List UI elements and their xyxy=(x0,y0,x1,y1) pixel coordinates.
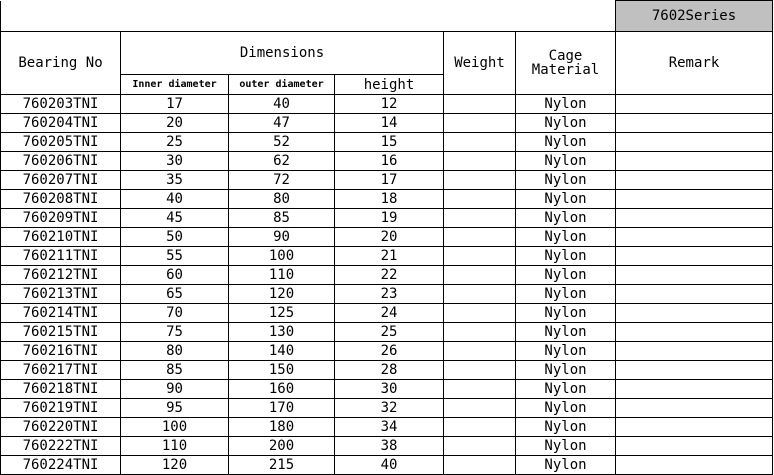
title-row xyxy=(1,1,773,32)
cell-bearing-no: 760224TNI xyxy=(1,456,121,475)
cell-outer-diameter: 72 xyxy=(229,171,335,190)
cell-outer-diameter: 90 xyxy=(229,228,335,247)
cell-bearing-no: 760210TNI xyxy=(1,228,121,247)
cell-remark xyxy=(616,361,773,380)
cell-cage-material: Nylon xyxy=(516,95,616,114)
cell-outer-diameter: 180 xyxy=(229,418,335,437)
cell-height: 40 xyxy=(335,456,444,475)
cell-remark xyxy=(616,437,773,456)
cell-outer-diameter: 120 xyxy=(229,285,335,304)
cell-inner-diameter: 20 xyxy=(121,114,229,133)
cell-height: 18 xyxy=(335,190,444,209)
table-row xyxy=(1,190,773,209)
cell-inner-diameter: 90 xyxy=(121,380,229,399)
cell-cage-material: Nylon xyxy=(516,361,616,380)
cell-cage-material: Nylon xyxy=(516,418,616,437)
cell-inner-diameter: 65 xyxy=(121,285,229,304)
cell-height: 25 xyxy=(335,323,444,342)
header-weight: Weight xyxy=(444,32,516,95)
table-row xyxy=(1,361,773,380)
cell-bearing-no: 760213TNI xyxy=(1,285,121,304)
cell-outer-diameter: 125 xyxy=(229,304,335,323)
cell-cage-material: Nylon xyxy=(516,209,616,228)
cell-weight xyxy=(444,266,516,285)
cell-outer-diameter: 200 xyxy=(229,437,335,456)
cell-weight xyxy=(444,323,516,342)
cell-outer-diameter: 52 xyxy=(229,133,335,152)
cell-height: 15 xyxy=(335,133,444,152)
cell-outer-diameter: 140 xyxy=(229,342,335,361)
cell-weight xyxy=(444,114,516,133)
cell-inner-diameter: 25 xyxy=(121,133,229,152)
cell-height: 16 xyxy=(335,152,444,171)
cell-remark xyxy=(616,228,773,247)
cell-weight xyxy=(444,95,516,114)
cell-cage-material: Nylon xyxy=(516,171,616,190)
cell-bearing-no: 760205TNI xyxy=(1,133,121,152)
cell-cage-material: Nylon xyxy=(516,114,616,133)
header-remark: Remark xyxy=(616,32,773,95)
cell-outer-diameter: 150 xyxy=(229,361,335,380)
table-row xyxy=(1,171,773,190)
cell-height: 19 xyxy=(335,209,444,228)
cell-bearing-no: 760207TNI xyxy=(1,171,121,190)
cell-outer-diameter: 110 xyxy=(229,266,335,285)
cell-height: 12 xyxy=(335,95,444,114)
cell-inner-diameter: 120 xyxy=(121,456,229,475)
series-label: 7602Series xyxy=(616,1,773,32)
cell-cage-material: Nylon xyxy=(516,323,616,342)
header-dimensions: Dimensions xyxy=(121,32,444,75)
table-row xyxy=(1,380,773,399)
cell-outer-diameter: 40 xyxy=(229,95,335,114)
cell-bearing-no: 760214TNI xyxy=(1,304,121,323)
cell-outer-diameter: 215 xyxy=(229,456,335,475)
cell-height: 23 xyxy=(335,285,444,304)
cell-weight xyxy=(444,380,516,399)
cell-remark xyxy=(616,95,773,114)
cell-bearing-no: 760208TNI xyxy=(1,190,121,209)
cell-remark xyxy=(616,209,773,228)
header-inner-diameter: Inner diameter xyxy=(121,75,229,95)
cell-cage-material: Nylon xyxy=(516,342,616,361)
cell-bearing-no: 760217TNI xyxy=(1,361,121,380)
cell-height: 38 xyxy=(335,437,444,456)
cell-remark xyxy=(616,323,773,342)
header-cage-line2: Material xyxy=(531,62,600,78)
cell-remark xyxy=(616,114,773,133)
cell-remark xyxy=(616,285,773,304)
cell-weight xyxy=(444,152,516,171)
table-row xyxy=(1,323,773,342)
table-row xyxy=(1,285,773,304)
cell-bearing-no: 760219TNI xyxy=(1,399,121,418)
cell-cage-material: Nylon xyxy=(516,152,616,171)
cell-height: 32 xyxy=(335,399,444,418)
cell-inner-diameter: 95 xyxy=(121,399,229,418)
cell-inner-diameter: 35 xyxy=(121,171,229,190)
cell-inner-diameter: 45 xyxy=(121,209,229,228)
table-row xyxy=(1,114,773,133)
cell-inner-diameter: 85 xyxy=(121,361,229,380)
cell-bearing-no: 760216TNI xyxy=(1,342,121,361)
cell-height: 20 xyxy=(335,228,444,247)
cell-cage-material: Nylon xyxy=(516,190,616,209)
cell-bearing-no: 760218TNI xyxy=(1,380,121,399)
cell-bearing-no: 760203TNI xyxy=(1,95,121,114)
table-row xyxy=(1,418,773,437)
cell-outer-diameter: 47 xyxy=(229,114,335,133)
cell-weight xyxy=(444,304,516,323)
cell-weight xyxy=(444,171,516,190)
header-bearing-no: Bearing No xyxy=(1,32,121,95)
cell-inner-diameter: 70 xyxy=(121,304,229,323)
cell-inner-diameter: 50 xyxy=(121,228,229,247)
cell-height: 14 xyxy=(335,114,444,133)
cell-height: 30 xyxy=(335,380,444,399)
table-row xyxy=(1,304,773,323)
cell-inner-diameter: 100 xyxy=(121,418,229,437)
cell-inner-diameter: 60 xyxy=(121,266,229,285)
table-row xyxy=(1,266,773,285)
table-row xyxy=(1,228,773,247)
title-blank-cell xyxy=(1,1,616,32)
cell-remark xyxy=(616,133,773,152)
cell-outer-diameter: 62 xyxy=(229,152,335,171)
cell-remark xyxy=(616,380,773,399)
cell-height: 24 xyxy=(335,304,444,323)
cell-bearing-no: 760212TNI xyxy=(1,266,121,285)
cell-inner-diameter: 55 xyxy=(121,247,229,266)
cell-bearing-no: 760222TNI xyxy=(1,437,121,456)
cell-cage-material: Nylon xyxy=(516,133,616,152)
cell-remark xyxy=(616,247,773,266)
cell-bearing-no: 760215TNI xyxy=(1,323,121,342)
cell-cage-material: Nylon xyxy=(516,285,616,304)
cell-inner-diameter: 30 xyxy=(121,152,229,171)
header-outer-diameter: outer diameter xyxy=(229,75,335,95)
header-height: height xyxy=(335,75,444,95)
cell-height: 26 xyxy=(335,342,444,361)
cell-cage-material: Nylon xyxy=(516,456,616,475)
cell-bearing-no: 760209TNI xyxy=(1,209,121,228)
table-row xyxy=(1,456,773,475)
cell-weight xyxy=(444,418,516,437)
cell-cage-material: Nylon xyxy=(516,380,616,399)
cell-weight xyxy=(444,209,516,228)
header-cage-material xyxy=(516,32,616,95)
cell-remark xyxy=(616,342,773,361)
cell-remark xyxy=(616,456,773,475)
cell-weight xyxy=(444,361,516,380)
table-row xyxy=(1,437,773,456)
header-cage-line1: Cage xyxy=(548,48,583,64)
header-row xyxy=(1,32,773,75)
cell-bearing-no: 760206TNI xyxy=(1,152,121,171)
cell-cage-material: Nylon xyxy=(516,266,616,285)
cell-outer-diameter: 100 xyxy=(229,247,335,266)
cell-remark xyxy=(616,399,773,418)
cell-inner-diameter: 75 xyxy=(121,323,229,342)
cell-weight xyxy=(444,133,516,152)
cell-remark xyxy=(616,304,773,323)
cell-bearing-no: 760211TNI xyxy=(1,247,121,266)
cell-remark xyxy=(616,266,773,285)
cell-outer-diameter: 80 xyxy=(229,190,335,209)
cell-cage-material: Nylon xyxy=(516,437,616,456)
cell-height: 28 xyxy=(335,361,444,380)
cell-remark xyxy=(616,152,773,171)
cell-height: 34 xyxy=(335,418,444,437)
cell-bearing-no: 760204TNI xyxy=(1,114,121,133)
cell-height: 21 xyxy=(335,247,444,266)
cell-weight xyxy=(444,342,516,361)
cell-weight xyxy=(444,247,516,266)
cell-weight xyxy=(444,456,516,475)
cell-remark xyxy=(616,190,773,209)
cell-cage-material: Nylon xyxy=(516,247,616,266)
cell-outer-diameter: 85 xyxy=(229,209,335,228)
table-row xyxy=(1,95,773,114)
cell-inner-diameter: 17 xyxy=(121,95,229,114)
cell-bearing-no: 760220TNI xyxy=(1,418,121,437)
cell-outer-diameter: 130 xyxy=(229,323,335,342)
cell-remark xyxy=(616,171,773,190)
table-row xyxy=(1,209,773,228)
table-row xyxy=(1,399,773,418)
cell-cage-material: Nylon xyxy=(516,304,616,323)
cell-outer-diameter: 170 xyxy=(229,399,335,418)
cell-weight xyxy=(444,437,516,456)
cell-inner-diameter: 40 xyxy=(121,190,229,209)
cell-remark xyxy=(616,418,773,437)
cell-height: 17 xyxy=(335,171,444,190)
cell-inner-diameter: 110 xyxy=(121,437,229,456)
table-row xyxy=(1,247,773,266)
cell-weight xyxy=(444,399,516,418)
cell-cage-material: Nylon xyxy=(516,228,616,247)
cell-weight xyxy=(444,285,516,304)
table-row xyxy=(1,342,773,361)
cell-inner-diameter: 80 xyxy=(121,342,229,361)
table-row xyxy=(1,133,773,152)
cell-weight xyxy=(444,228,516,247)
cell-weight xyxy=(444,190,516,209)
table-row xyxy=(1,152,773,171)
cell-cage-material: Nylon xyxy=(516,399,616,418)
cell-height: 22 xyxy=(335,266,444,285)
cell-outer-diameter: 160 xyxy=(229,380,335,399)
